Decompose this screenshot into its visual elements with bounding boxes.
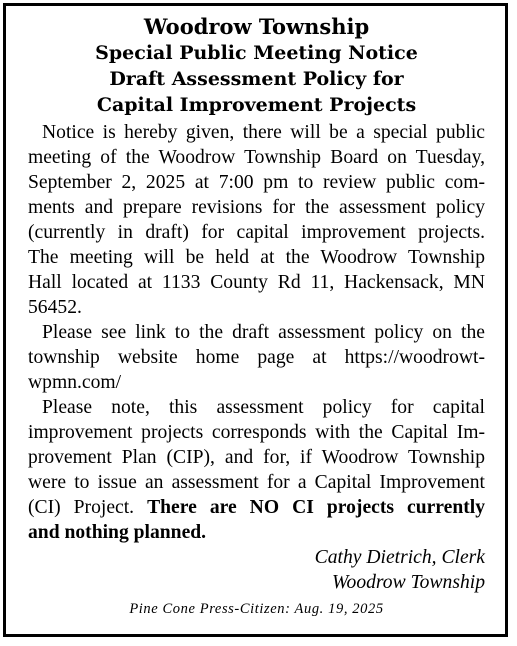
notice-title-line-2: Special Public Meeting Notice — [95, 42, 418, 64]
notice-frame — [3, 3, 508, 637]
bold-statement-end: and nothing planned. — [28, 522, 207, 543]
text-line: township website home page at https://woodrowt- — [28, 347, 485, 368]
notice-title-line-3: Draft Assessment Policy for — [109, 68, 404, 90]
bold-statement: There are NO CI projects currently — [147, 497, 486, 518]
text-line: (currently in draft) for capital improvement projects. — [28, 222, 485, 243]
text-line: Please note, this assessment policy for capital — [42, 397, 485, 418]
text-line: meeting of the Woodrow Township Board on Tuesday, — [28, 147, 485, 168]
paragraph-policy-note — [28, 395, 485, 545]
paragraph-meeting — [28, 120, 485, 320]
text-line: Notice is hereby given, there will be a special public — [42, 122, 485, 143]
signature-name: Cathy Dietrich, Clerk — [314, 547, 485, 568]
text-line: September 2, 2025 at 7:00 pm to review public com- — [28, 172, 485, 193]
text-line: were to issue an assessment for a Capital Improvement — [28, 472, 485, 493]
text-line: wpmn.com/ — [28, 372, 122, 393]
publication-footer: Pine Cone Press-Citizen: Aug. 19, 2025 — [129, 601, 384, 617]
text-line: provement Plan (CIP), and for, if Woodrow Township — [28, 447, 485, 468]
text-segment-plain: (CI) Project. — [28, 497, 148, 518]
notice-title-line-4: Capital Improvement Projects — [96, 94, 417, 116]
text-line: 56452. — [28, 297, 82, 318]
text-line — [28, 495, 485, 520]
text-line: The meeting will be held at the Woodrow Township — [28, 247, 485, 268]
signature-block — [28, 545, 485, 595]
text-line: Please see link to the draft assessment policy on the — [42, 322, 485, 343]
notice-body — [28, 120, 485, 545]
text-line: ments and prepare revisions for the assessment policy — [28, 197, 485, 218]
notice-heading — [28, 14, 485, 118]
text-line: improvement projects corresponds with the Capital Im- — [28, 422, 485, 443]
paragraph-link — [28, 320, 485, 395]
notice-title-line-1: Woodrow Township — [143, 14, 370, 39]
text-line: Hall located at 1133 County Rd 11, Hackensack, MN — [28, 272, 485, 293]
signature-organization: Woodrow Township — [332, 572, 485, 593]
